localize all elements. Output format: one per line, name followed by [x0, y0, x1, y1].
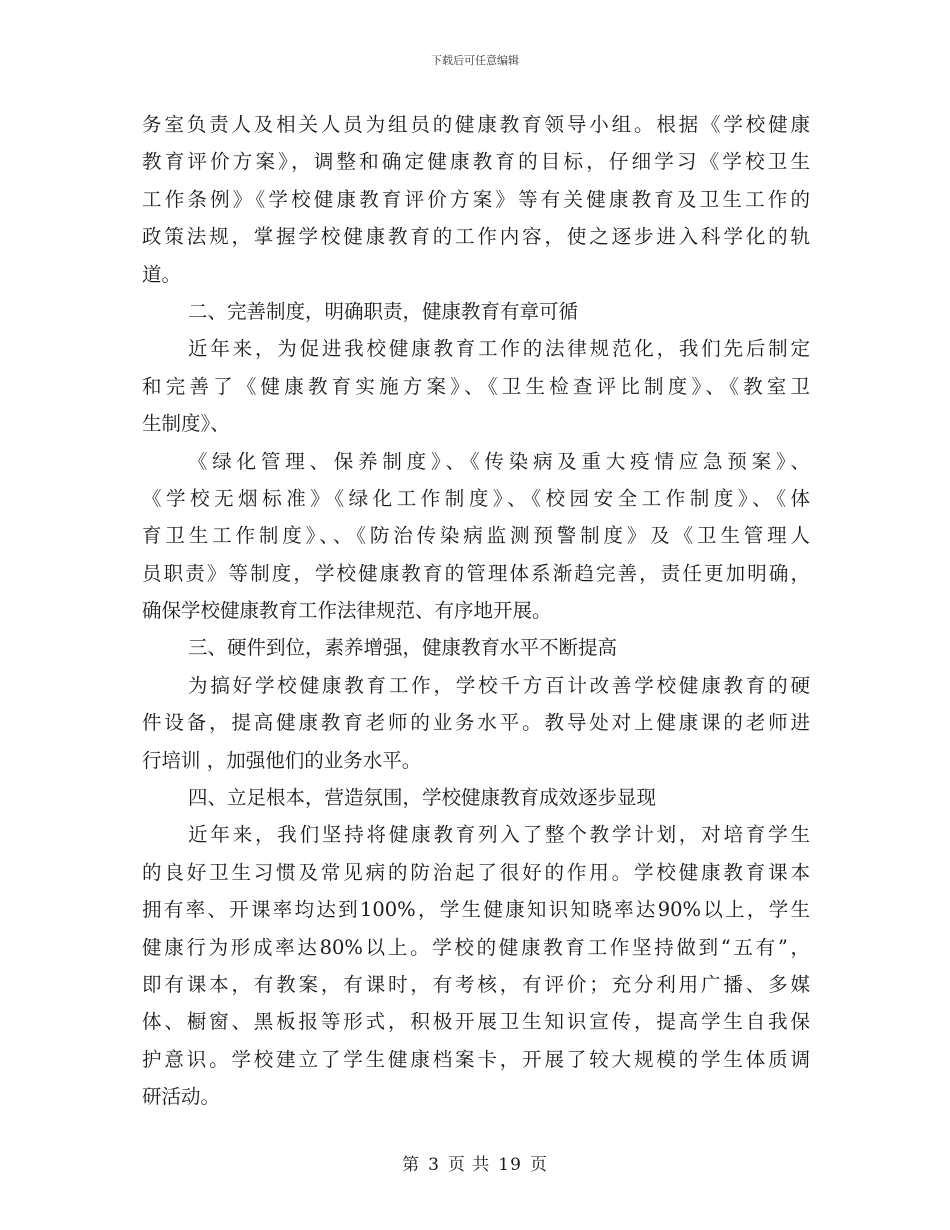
paragraph [142, 779, 810, 816]
text-line: 《学校无烟标准》《绿化工作制度》、《校园安全工作制度》、《体 [142, 486, 810, 510]
text-line: 护意识。学校建立了学生健康档案卡，开展了较大规模的学生体质调 [142, 1047, 810, 1071]
page-footer [0, 1150, 950, 1175]
text-line: 近年来，我们坚持将健康教育列入了整个教学计划，对培育学生 [188, 823, 810, 847]
text-line: 健康行为形成率达80%以上。学校的健康教育工作坚持做到“五有”， [142, 935, 810, 959]
text-line: 拥有率、开课率均达到100%，学生健康知识知晓率达90%以上，学生 [142, 898, 810, 922]
text-line: 行培训 ，加强他们的业务水平。 [142, 748, 422, 772]
paragraph [142, 293, 810, 330]
text-line: 育卫生工作制度》、、《防治传染病监测预警制度》及《卫生管理人 [142, 524, 810, 548]
footer-suffix: 页 [529, 1155, 548, 1175]
paragraph [142, 816, 810, 1115]
text-line: 近年来，为促进我校健康教育工作的法律规范化，我们先后制定 [188, 337, 810, 361]
text-line: 务室负责人及相关人员为组员的健康教育领导小组。根据《学校健康 [142, 113, 810, 136]
document-body [142, 106, 810, 1116]
text-line: 三、硬件到位，素养增强，健康教育水平不断提高 [188, 636, 618, 660]
paragraph [142, 629, 810, 666]
text-line: 生制度》、 [142, 412, 230, 436]
text-line: 《绿化管理、保养制度》、《传染病及重大疫情应急预案》、 [188, 449, 810, 473]
paragraph [142, 443, 810, 630]
text-line: 为搞好学校健康教育工作，学校千方百计改善学校健康教育的硬 [188, 673, 810, 697]
text-line: 四、立足根本，营造氛围，学校健康教育成效逐步显现 [188, 786, 657, 810]
text-line: 政策法规，掌握学校健康教育的工作内容，使之逐步进入科学化的轨 [142, 225, 810, 249]
text-line: 的良好卫生习惯及常见病的防治起了很好的作用。学校健康教育课本 [142, 860, 810, 884]
footer-total-pages: 19 [498, 1155, 522, 1175]
paragraph [142, 667, 810, 779]
text-line: 道。 [142, 262, 182, 286]
text-line: 教育评价方案》，调整和确定健康教育的目标，仔细学习《学校卫生 [142, 150, 810, 174]
text-line: 即有课本，有教案，有课时，有考核，有评价；充分利用广播、多媒 [142, 972, 810, 996]
footer-middle: 页 共 [447, 1155, 491, 1175]
text-line: 和完善了《健康教育实施方案》、《卫生检查评比制度》、《教室卫 [142, 374, 810, 398]
text-line: 研活动。 [142, 1085, 221, 1109]
text-line: 件设备，提高健康教育老师的业务水平。教导处对上健康课的老师进 [142, 711, 810, 735]
text-line: 员职责》等制度，学校健康教育的管理体系渐趋完善，责任更加明确， [142, 561, 810, 585]
text-line: 确保学校健康教育工作法律规范、有序地开展。 [142, 599, 552, 623]
paragraph [142, 330, 810, 442]
text-line: 工作条例》《学校健康教育评价方案》等有关健康教育及卫生工作的 [142, 187, 810, 211]
footer-prefix: 第 [402, 1155, 421, 1175]
text-line: 体、橱窗、黑板报等形式，积极开展卫生知识宣传，提高学生自我保 [142, 1010, 810, 1034]
paragraph [142, 106, 810, 293]
footer-current-page: 3 [428, 1155, 440, 1175]
text-line: 二、完善制度，明确职责，健康教育有章可循 [188, 299, 579, 323]
page-header: 下载后可任意编辑 [431, 54, 519, 67]
